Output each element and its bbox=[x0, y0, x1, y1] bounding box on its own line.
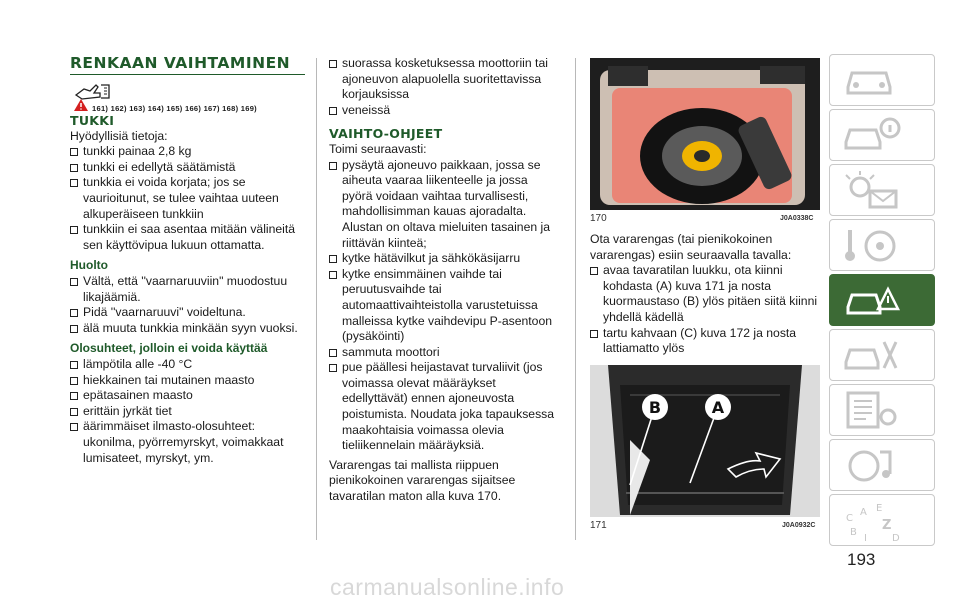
sidebar-tab-car-service[interactable] bbox=[829, 329, 935, 381]
figure-171-number: 171 bbox=[590, 520, 607, 531]
trunk-illustration bbox=[590, 365, 820, 517]
figure-170-spare-tire-photo bbox=[590, 58, 820, 210]
list-item: tunkki painaa 2,8 kg bbox=[70, 144, 305, 160]
steering-wrench-icon bbox=[842, 226, 902, 264]
warning-triangle-icon bbox=[74, 99, 88, 111]
checkbox-bullet bbox=[70, 325, 78, 333]
figure-170-code: J0A0338C bbox=[780, 215, 814, 222]
svg-text:Z: Z bbox=[882, 518, 892, 533]
title-rule bbox=[70, 74, 305, 76]
list-item: erittäin jyrkät tiet bbox=[70, 404, 305, 420]
conditions-heading: Olosuhteet, jolloin ei voida käyttää bbox=[70, 341, 268, 356]
checkbox-bullet bbox=[329, 364, 337, 372]
label-b: B bbox=[648, 398, 662, 417]
checkbox-bullet bbox=[70, 179, 78, 187]
instructions-intro: Toimi seuraavasti: bbox=[329, 141, 427, 156]
column-divider bbox=[575, 58, 576, 540]
list-item: Pidä ''vaarnaruuvi" voideltuna. bbox=[70, 305, 305, 321]
svg-text:I: I bbox=[864, 533, 867, 543]
figure-170-number: 170 bbox=[590, 213, 607, 224]
list-item: pysäytä ajoneuvo paikkaan, jossa se aiheuta vaaraa liikenteelle ja jossa pyörä voidaan vaihtaa turvallisesti, mahdollisimman kauas ajoradalta. Alustan on oltava mieluiten tasainen ja riittävän kiinteä; bbox=[329, 158, 561, 252]
column-1 bbox=[70, 56, 305, 466]
checkbox-bullet bbox=[70, 377, 78, 385]
checkbox-bullet bbox=[70, 226, 78, 234]
list-item: lämpötila alle -40 °C bbox=[70, 357, 305, 373]
alphabet-index-icon bbox=[842, 501, 912, 543]
huolto-heading: Huolto bbox=[70, 258, 108, 273]
spare-tire-illustration bbox=[590, 58, 820, 210]
checkbox-bullet bbox=[70, 423, 78, 431]
sidebar-tab-document-list[interactable] bbox=[829, 384, 935, 436]
list-item: älä muuta tunkkia minkään syyn vuoksi. bbox=[70, 321, 305, 337]
sidebar-tab-lights-mail[interactable] bbox=[829, 164, 935, 216]
page-number: 193 bbox=[847, 550, 876, 569]
checkbox-bullet bbox=[329, 107, 337, 115]
list-item: tunkkia ei voida korjata; jos se vaurioitunut, se tulee vaihtaa uuteen alkuperäiseen tunkkiin bbox=[70, 175, 305, 222]
figure-171-trunk-photo bbox=[590, 365, 820, 517]
svg-text:E: E bbox=[876, 503, 883, 514]
checkbox-bullet bbox=[70, 278, 78, 286]
svg-text:D: D bbox=[892, 533, 900, 543]
list-item: tunkkiin ei saa asentaa mitään välineitä sen käyttövipua lukuun ottamatta. bbox=[70, 222, 305, 253]
checkbox-bullet bbox=[590, 330, 598, 338]
list-item: avaa tavaratilan luukku, ota kiinni kohdasta (A) kuva 171 ja nosta kuormaustaso (B) ylös pitäen siitä kiinni yhdellä kädellä bbox=[590, 263, 822, 325]
sidebar-tab-media[interactable] bbox=[829, 439, 935, 491]
checkbox-bullet bbox=[329, 60, 337, 68]
list-item: Vältä, että ''vaarnaruuviin" muodostuu likajäämiä. bbox=[70, 274, 305, 305]
checkbox-bullet bbox=[70, 148, 78, 156]
svg-text:B: B bbox=[850, 527, 857, 538]
list-item: kytke ensimmäinen vaihde tai peruutusvaihde tai automaattivaihteistolla varustetuissa malleissa kytke vaihdevipu P-asentoon (pysäköinti) bbox=[329, 267, 561, 345]
list-item: suorassa kosketuksessa moottoriin tai ajoneuvon alapuolella suoritettavissa korjauksissa bbox=[329, 56, 561, 103]
checkbox-bullet bbox=[329, 349, 337, 357]
sidebar-tab-car-info[interactable] bbox=[829, 109, 935, 161]
checkbox-bullet bbox=[70, 408, 78, 416]
list-item: epätasainen maasto bbox=[70, 388, 305, 404]
figure-171-code: J0A0932C bbox=[782, 522, 816, 529]
column-2 bbox=[329, 56, 561, 505]
sidebar-tab-car-warning[interactable] bbox=[829, 274, 935, 326]
svg-text:A: A bbox=[860, 507, 867, 518]
sidebar-tab-car-front[interactable] bbox=[829, 54, 935, 106]
page-title: RENKAAN VAIHTAMINEN bbox=[70, 54, 291, 72]
instructions-heading: VAIHTO-OHJEET bbox=[329, 126, 443, 142]
list-item: sammuta moottori bbox=[329, 345, 561, 361]
car-warning-icon bbox=[842, 281, 902, 319]
checkbox-bullet bbox=[70, 309, 78, 317]
checkbox-bullet bbox=[70, 361, 78, 369]
sidebar-tab-alphabet-index[interactable] bbox=[829, 494, 935, 546]
tukki-heading: TUKKI bbox=[70, 113, 115, 129]
sidebar-tab-steering-wrench[interactable] bbox=[829, 219, 935, 271]
manual-hand-icon bbox=[74, 81, 114, 101]
checkbox-bullet bbox=[70, 164, 78, 172]
car-front-icon bbox=[842, 61, 896, 99]
column-3-text bbox=[590, 232, 822, 357]
checkbox-bullet bbox=[329, 271, 337, 279]
checkbox-bullet bbox=[329, 162, 337, 170]
watermark: carmanualsonline.info bbox=[330, 574, 565, 600]
media-icon bbox=[842, 446, 902, 484]
closing-paragraph: Vararengas tai mallista riippuen pienikokoinen vararengas sijaitsee tavaratilan maton alla kuva 170. bbox=[329, 457, 516, 504]
label-a: A bbox=[711, 398, 725, 417]
column-divider bbox=[316, 58, 317, 540]
list-item: pue päällesi heijastavat turvaliivit (jos voimassa olevat määräykset edellyttävät) ennen ajoneuvosta poistumista. Noudata joka tapauksessa maakohtaisia voimassa olevia tieliikennelain määräyksiä. bbox=[329, 360, 561, 454]
useful-info-text: Hyödyllisiä tietoja: bbox=[70, 128, 168, 143]
checkbox-bullet bbox=[329, 255, 337, 263]
car-service-icon bbox=[842, 336, 902, 374]
warning-refs: 161) 162) 163) 164) 165) 166) 167) 168) 169) bbox=[92, 104, 257, 114]
list-item: tartu kahvaan (C) kuva 172 ja nosta lattiamatto ylös bbox=[590, 326, 822, 357]
list-item: tunkki ei edellytä säätämistä bbox=[70, 160, 305, 176]
warning-refs-row bbox=[70, 81, 305, 114]
list-item: veneissä bbox=[329, 103, 561, 119]
document-list-icon bbox=[842, 391, 902, 429]
spare-intro: Ota vararengas (tai pienikokoinen vararengas) esiin seuraavalla tavalla: bbox=[590, 232, 792, 262]
list-item: hiekkainen tai mutainen maasto bbox=[70, 373, 305, 389]
car-info-icon bbox=[842, 116, 902, 154]
lights-mail-icon bbox=[842, 171, 902, 209]
checkbox-bullet bbox=[590, 267, 598, 275]
checkbox-bullet bbox=[70, 392, 78, 400]
list-item: kytke hätävilkut ja sähkökäsijarru bbox=[329, 251, 561, 267]
svg-text:C: C bbox=[846, 513, 853, 524]
list-item: äärimmäiset ilmasto-olosuhteet: ukonilma, pyörremyrskyt, voimakkaat lumisateet, myrskyt, ym. bbox=[70, 419, 305, 466]
